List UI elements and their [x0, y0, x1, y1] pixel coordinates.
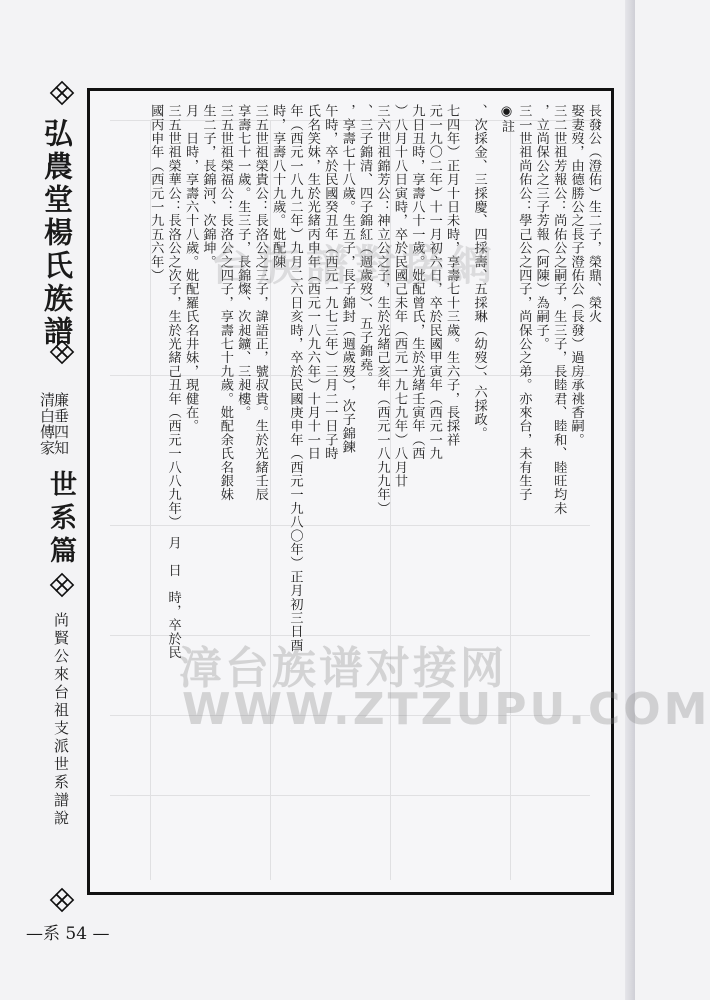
watermark-site-name: 漳台族谱对接网 — [178, 643, 507, 694]
text-column: 享壽七十一歲。生三子，長錦燦、次昶鑛、三昶樓。 — [235, 104, 251, 420]
text-column: ，立尚保公之三子芳報（阿陳）為嗣子。 — [533, 104, 549, 351]
text-column: 九日丑時，享壽八十一歲。妣配曾氏，生於光緒壬寅年（西 — [409, 104, 425, 461]
book-title: 弘農堂楊氏族譜 — [40, 118, 74, 349]
text-column: 、次採金、三採慶、四採壽、五採琳（幼歿）、六採政。 — [471, 104, 487, 440]
text-column: 、三子錦清、四子錦紅（週歲歿）、五子錦堯。 — [357, 104, 373, 386]
text-column: 氏名笑妹，生於光緒丙申年（西元一八九六年）十月十一日 — [304, 104, 320, 461]
text-column: 生二子，長錦河、次錦坤。 — [200, 104, 216, 269]
watermark-mid: 台族譜對接網 — [210, 241, 499, 290]
diamond-ornament-icon — [52, 574, 74, 596]
diamond-ornament-icon — [52, 82, 74, 104]
section-title: 尚賢公來台祖支派世系譜說 — [52, 612, 70, 828]
text-column: 娶妻歿，由德勝公之長子澄佑公（長發）過房承祧香嗣。 — [568, 104, 584, 447]
text-column: 三五世祖榮華公：長洛公之次子，生於光緒己丑年（西元一八八九年） 月 日 時，卒於民國丙申年（西元一九五六年） — [148, 104, 181, 660]
text-column: 三二世祖芳報公：尚佑公之嗣子，生三子，長睦君、睦和、睦旺均未 — [551, 104, 567, 515]
text-column: 長發公（澄佑）生二子，榮鼎、榮火 — [586, 104, 601, 324]
diamond-ornament-icon — [52, 341, 74, 363]
page-edge — [625, 0, 635, 1000]
text-column: 元一九〇二年）十一月初六日，卒於民國甲寅年（西元一九 — [426, 104, 442, 461]
text-column: 年（西元一八九二年）九月二六日亥時，卒於民國庚申年（西元一九八〇年）正月初三日酉時，享壽八十九歲。妣配陳 — [270, 104, 303, 652]
text-column: ）八月十八日寅時，卒於民國己未年（西元一九七九年）八月廿 — [391, 104, 407, 488]
text-column: 七四年）正月十日未時，享壽七十三歲。生六子，長採祥 — [444, 104, 460, 447]
page-number: —系 54 — — [26, 924, 110, 944]
text-column: 三五世祖榮貴公：長洛公之三子，諱語正，號叔貴。生於光緒壬辰 — [252, 104, 268, 502]
watermark-url: WWW.ZTZUPU.COM — [182, 684, 710, 735]
text-column: ，享壽七十八歲。生五子，長子錦封（週歲歿），次子錦鍊 — [339, 104, 355, 454]
text-column: 三六世祖錦芳公：神立公之子，生於光緒己亥年（西元一八九九年） — [374, 104, 390, 515]
chapter-title: 世系篇 — [45, 470, 76, 569]
motto-line-2: 清白傳家 — [38, 392, 56, 456]
text-column: 月 日時，享壽六十八歲。妣配羅氏名井妹，現健在。 — [183, 104, 199, 433]
genealogy-text — [120, 104, 602, 664]
text-column: 三一世祖尚佑公：學己公之四子，尚保公之弟。亦來台，未有生子 — [516, 104, 532, 502]
motto-line-1: 廉垂四知 — [52, 392, 70, 456]
text-column: 三五世祖榮福公：長洛公之四子，享壽七十九歲。妣配余氏名銀妹 — [217, 104, 233, 502]
text-column: 午時，卒於民國癸丑年（西元一九七三年）三月二一日子時 — [322, 104, 338, 461]
diamond-ornament-icon — [52, 889, 74, 911]
note-heading: ◉註 — [498, 104, 514, 134]
